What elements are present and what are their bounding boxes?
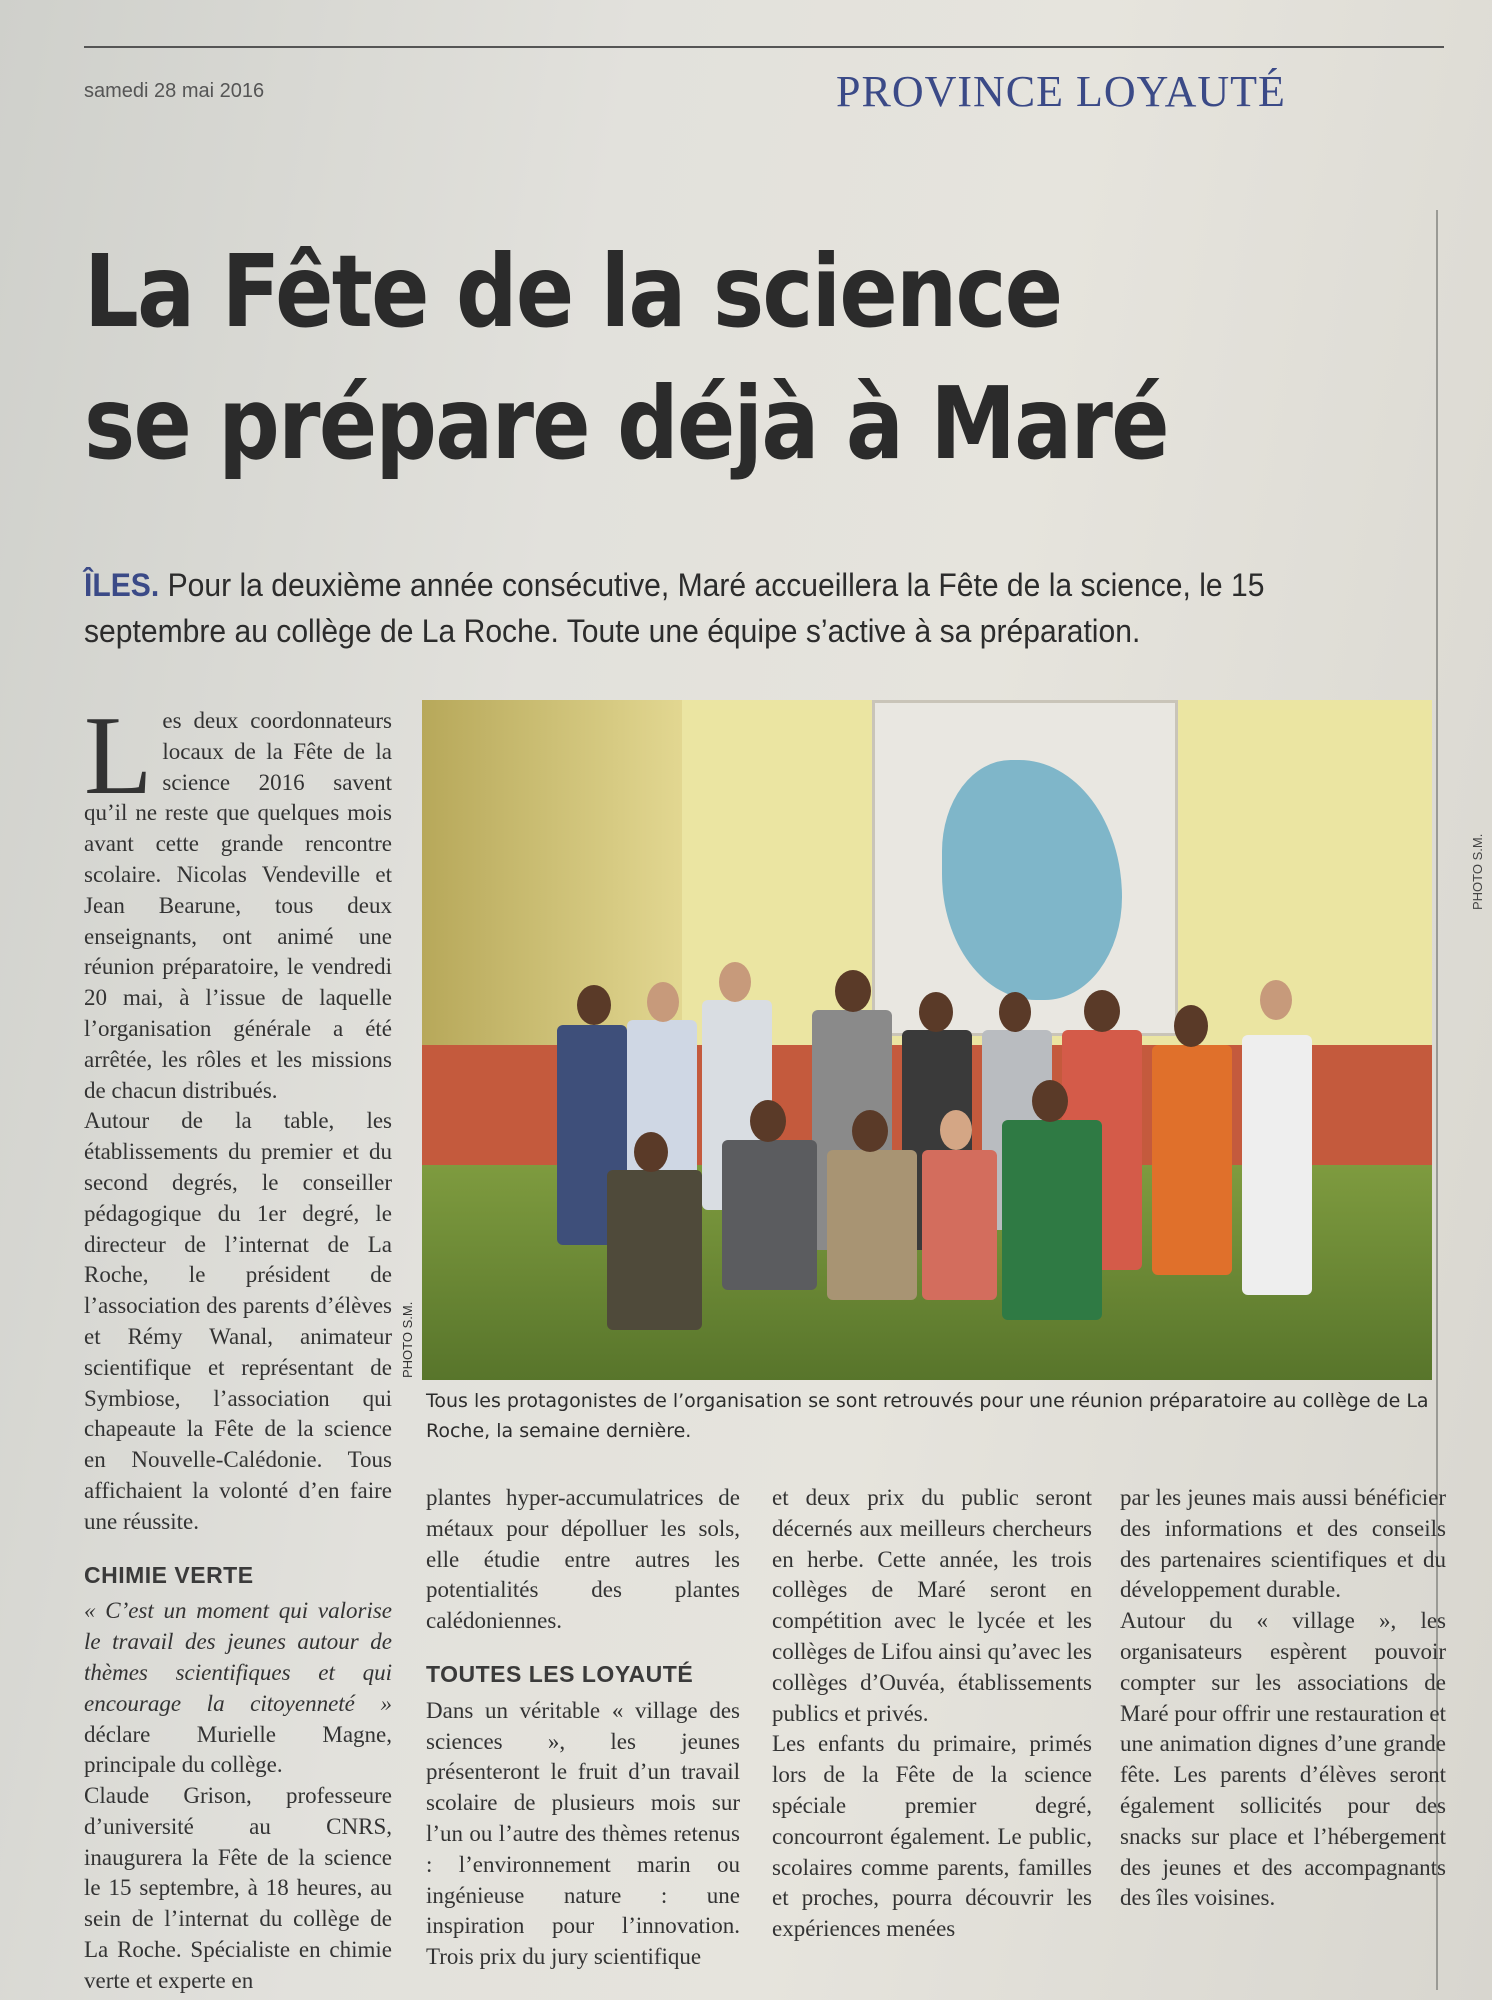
head <box>1084 990 1120 1032</box>
side-photo-credit: PHOTO S.M. <box>1470 833 1485 910</box>
person <box>1002 1120 1102 1320</box>
person <box>1242 1035 1312 1295</box>
section-title: PROVINCE LOYAUTÉ <box>836 67 1286 116</box>
column-2 <box>426 1483 740 1973</box>
head <box>750 1100 786 1142</box>
head <box>835 970 871 1012</box>
column-3 <box>772 1483 1092 1945</box>
person <box>827 1150 917 1300</box>
intro-paragraph <box>84 694 392 1106</box>
headline-line-2: se prépare déjà à Maré <box>84 365 1168 482</box>
chapeau <box>84 562 1334 654</box>
col3-p2: Les enfants du primaire, primés lors de la Fête de la science spéciale premier degré, concourront également. Le public, scolaires comme parents, familles et proches, pourra découvrir les expériences menées <box>772 1731 1092 1942</box>
headline <box>84 226 1202 490</box>
column-1 <box>84 694 392 1997</box>
head <box>940 1110 972 1150</box>
chapeau-text: Pour la deuxième année consécutive, Maré accueillera la Fête de la science, le 15 septembre au collège de La Roche. Toute une équipe s’active à sa préparation. <box>84 567 1265 649</box>
head <box>719 962 751 1002</box>
col4-p1: par les jeunes mais aussi bénéficier des informations et des conseils des partenaires scientifiques et du développement durable. <box>1120 1485 1446 1603</box>
head <box>647 982 679 1022</box>
head <box>577 985 611 1025</box>
top-rule <box>84 46 1444 48</box>
head <box>1174 1005 1208 1047</box>
col4-p2: Autour du « village », les organisateurs espèrent pouvoir compter sur les associations de Maré pour offrir une restauration et une animation dignes d’une grande fête. Les parents d’élèves seront également sollicités pour des snacks sur place et l’hébergement des jeunes et des accompagnants des îles voisines. <box>1120 1608 1446 1911</box>
head <box>1032 1080 1068 1122</box>
headline-line-1: La Fête de la science <box>84 233 1062 350</box>
col1-p3-rest: déclare Murielle Magne, principale du collège. <box>84 1721 392 1778</box>
col3-p1: et deux prix du public seront décernés aux meilleurs chercheurs en herbe. Cette année, les trois collèges de Maré seront en compétition avec le lycée et les collèges de Lifou ainsi qu’avec les collèges d’Ouvéa, établissements publics et privés. <box>772 1485 1092 1726</box>
subhead-toutes-les-loyaute: TOUTES LES LOYAUTÉ <box>426 1660 694 1687</box>
col2-p1: plantes hyper-accumulatrices de métaux pour dépolluer les sols, elle étudie entre autres les potentialités des plantes calédoniennes. <box>426 1485 740 1634</box>
quote: « C’est un moment qui valorise le travail des jeunes autour de thèmes scientifiques et qui encourage la citoyenneté » <box>84 1598 392 1716</box>
col1-p2: Autour de la table, les établissements du premier et du second degrés, le conseiller pédagogique du 1er degré, le directeur de l’internat de La Roche, le président de l’association des parents d’élèves et Rémy Wanal, animateur scientifique et représentant de Symbiose, l’association qui chapeaute la Fête de la science en Nouvelle-Calédonie. Tous affichaient la volonté d’en faire une réussite. <box>84 1108 392 1534</box>
head <box>1260 980 1292 1020</box>
photo-credit: PHOTO S.M. <box>400 1301 415 1378</box>
chapeau-kicker: ÎLES. <box>84 567 160 603</box>
group-photo <box>422 700 1432 1380</box>
photo-caption: Tous les protagonistes de l’organisation se sont retrouvés pour une réunion préparatoire au collège de La Roche, la semaine dernière. <box>426 1390 1429 1442</box>
person <box>1152 1045 1232 1275</box>
col1-p3 <box>84 1596 392 1781</box>
col1-p1: es deux coordonnateurs locaux de la Fête de la science 2016 savent qu’il ne reste que quelques mois avant cette grande rencontre scolaire. Nicolas Vendeville et Jean Bearune, tous deux enseignants, ont animé une réunion préparatoire, le vendredi 20 mai, à l’issue de laquelle l’organisation générale a été arrêtée, les rôles et les missions de chacun distribués. <box>84 708 392 1103</box>
head <box>919 992 953 1032</box>
subhead-chimie-verte: CHIMIE VERTE <box>84 1561 254 1588</box>
drop-cap: L <box>84 694 153 818</box>
person <box>722 1140 817 1290</box>
col2-p2: Dans un véritable « village des sciences », les jeunes présenteront le fruit d’un travail scolaire de plusieurs mois sur l’un ou l’autre des thèmes retenus : l’environnement marin ou ingénieuse nature : une inspiration pour l’innovation. Trois prix du jury scientifique <box>426 1697 740 1970</box>
issue-date: samedi 28 mai 2016 <box>84 80 265 102</box>
head <box>999 992 1031 1032</box>
col1-p4: Claude Grison, professeure d’université au CNRS, inaugurera la Fête de la science le 15 septembre, à 18 heures, au sein de l’internat du collège de La Roche. Spécialiste en chimie verte et experte en <box>84 1783 392 1993</box>
head <box>634 1132 668 1172</box>
person <box>607 1170 702 1330</box>
column-4 <box>1120 1483 1446 1914</box>
person <box>922 1150 997 1300</box>
head <box>852 1110 888 1152</box>
